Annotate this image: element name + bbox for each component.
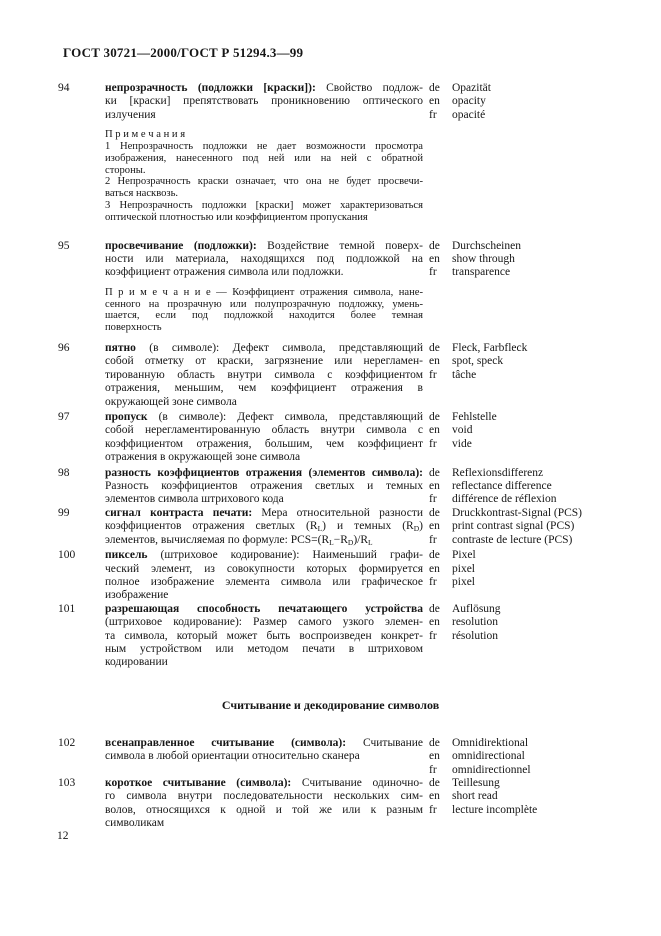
entry-definition	[105, 467, 423, 507]
translated-term: résolution	[452, 629, 498, 642]
translation-language-codes	[423, 549, 451, 603]
translation-terms	[451, 777, 603, 831]
translated-term: spot, speck	[452, 355, 504, 368]
terminology-entries	[58, 82, 603, 831]
text-line: 1 Непрозрачность подложки не дает возможности просмотра	[105, 141, 423, 153]
translated-term: vide	[452, 437, 472, 450]
translated-term: print contrast signal (PCS)	[452, 520, 575, 533]
language-code: fr	[429, 803, 437, 816]
translated-term: opacité	[452, 108, 486, 121]
text-line: ческий элемент, из совокупности которых формируется	[105, 562, 423, 575]
text-line: го символа внутри последовательности нескольких сим-	[105, 790, 423, 803]
text-line: тированную область внутри символа с коэффициентом	[105, 368, 423, 381]
text-line: символа в любой ориентации относительно сканера	[105, 750, 360, 763]
term-entry	[58, 82, 603, 224]
text-line: ваться насквозь.	[105, 188, 179, 200]
entry-definition	[105, 411, 423, 465]
language-code: en	[429, 562, 440, 575]
text-line: отражения в окружающей зоне символа	[105, 451, 301, 464]
translation-language-codes	[423, 507, 451, 547]
translated-term: resolution	[452, 616, 498, 629]
text-line: сенного на прозрачную или полупрозрачную подложку, умень-	[105, 298, 423, 310]
text-line: шается, если под подложкой находится более темная	[105, 310, 423, 322]
entry-definition	[105, 82, 423, 224]
page-number: 12	[57, 830, 69, 842]
language-code: de	[429, 736, 440, 749]
translation-terms	[451, 603, 603, 670]
language-code: de	[429, 776, 440, 789]
term-entry	[58, 777, 603, 831]
entry-number: 103	[58, 776, 76, 789]
entry-number: 99	[58, 506, 70, 519]
text-line: изображения, нанесенного под ней или на ней с обратной	[105, 152, 423, 164]
translation-terms	[451, 411, 603, 465]
text-line: ным устройством или методом печати в штриховом	[105, 642, 423, 655]
text-line: собой отметку от краски, загрязнение или нерегламен-	[105, 355, 423, 368]
language-code: en	[429, 424, 440, 437]
translation-language-codes	[423, 737, 451, 777]
text-line: Разность коэффициентов отражения светлых и темных	[105, 480, 423, 493]
text-line: символикам	[105, 817, 165, 830]
translated-term: Opazität	[452, 82, 491, 94]
translation-language-codes	[423, 777, 451, 831]
text-line: 3 Непрозрачность подложки [краски] может характеризоваться	[105, 200, 423, 211]
text-line: отражения, меньшим, чем коэффициент отражения в	[105, 382, 423, 395]
text-line: та символа, который может быть воспроизведен конкрет-	[105, 629, 423, 642]
language-code: de	[429, 602, 440, 615]
text-line: короткое считывание (символа): Считывание одиночно-	[105, 776, 423, 789]
text-line: коэффициентом отражения, большим, чем коэффициент	[105, 437, 423, 450]
text-line: окружающей зоне символа	[105, 395, 237, 408]
text-line: стороны.	[105, 164, 146, 176]
language-code: fr	[429, 266, 437, 279]
entry-definition	[105, 342, 423, 409]
text-line: 2 Непрозрачность краски означает, что она не будет просвечи-	[105, 176, 423, 188]
translated-term: différence de réflexion	[452, 493, 557, 506]
translated-term: transparence	[452, 266, 511, 279]
translated-term: Omnidirektional	[452, 736, 529, 749]
translation-language-codes	[423, 240, 451, 334]
translated-term: Druckkontrast-Signal (PCS)	[452, 506, 583, 519]
language-code: fr	[429, 493, 437, 506]
entry-number: 98	[58, 466, 70, 479]
term-entry	[58, 603, 603, 670]
language-code: de	[429, 466, 440, 479]
entry-number: 100	[58, 549, 76, 562]
translated-term: opacity	[452, 95, 486, 108]
language-code: fr	[429, 533, 437, 546]
translated-term: Reflexionsdifferenz	[452, 466, 544, 479]
translated-term: void	[452, 424, 473, 437]
term-entry	[58, 240, 603, 334]
translated-term: short read	[452, 790, 498, 803]
translated-term: Teillesung	[452, 776, 500, 789]
text-line: оптической плотностью или коэффициентом пропускания	[105, 211, 368, 223]
text-line: сигнал контраста печати: Мера относительной разности	[105, 506, 423, 519]
language-code: en	[429, 520, 440, 533]
translation-terms	[451, 507, 603, 547]
text-line: поверхность	[105, 322, 162, 334]
language-code: de	[429, 506, 440, 519]
entry-number: 101	[58, 602, 76, 615]
translated-term: omnidirectional	[452, 750, 525, 763]
translated-term: contraste de lecture (PCS)	[452, 533, 573, 546]
text-line: кодировании	[105, 656, 168, 669]
language-code: fr	[429, 108, 437, 121]
text-line: коэффициент отражения символа или подложки.	[105, 266, 344, 279]
translated-term: Auflösung	[452, 602, 501, 615]
language-code: fr	[429, 575, 437, 588]
language-code: de	[429, 411, 440, 424]
running-title: ГОСТ 30721—2000/ГОСТ Р 51294.3—99	[63, 45, 304, 60]
translation-terms	[451, 82, 603, 224]
text-line: разность коэффициентов отражения (элементов символа):	[105, 466, 423, 479]
translated-term: pixel	[452, 562, 475, 575]
entry-notes	[105, 287, 423, 334]
language-code: en	[429, 95, 440, 108]
translation-language-codes	[423, 603, 451, 670]
text-line: излучения	[105, 108, 156, 121]
entry-definition	[105, 549, 423, 603]
language-code: en	[429, 355, 440, 368]
language-code: fr	[429, 368, 437, 381]
entry-number: 97	[58, 411, 70, 424]
language-code: en	[429, 750, 440, 763]
text-line: коэффициентов отражения светлых $(R_L)$ и темных $(R_D)$	[105, 520, 423, 534]
translation-terms	[451, 342, 603, 409]
text-line: ки [краски] препятствовать проникновению оптического	[105, 95, 423, 108]
text-line: пропуск (в символе): Дефект символа, представляющий	[105, 411, 423, 424]
text-line: собой нерегламентированную область внутри символа с	[105, 424, 423, 437]
translated-term: reflectance difference	[452, 480, 552, 493]
translation-terms	[451, 737, 603, 777]
term-entry	[58, 507, 603, 547]
entry-number: 96	[58, 342, 70, 354]
text-line: П р и м е ч а н и е — Коэффициент отражения символа, нане-	[105, 286, 423, 298]
entry-definition	[105, 507, 423, 547]
term-entry	[58, 467, 603, 507]
text-line: изображение	[105, 589, 169, 602]
language-code: en	[429, 616, 440, 629]
translated-term: tâche	[452, 368, 477, 381]
text-line: пятно (в символе): Дефект символа, представляющий	[105, 342, 423, 354]
translation-terms	[451, 549, 603, 603]
term-entry	[58, 411, 603, 465]
text-line: полное изображение элемента символа или графическое	[105, 575, 423, 588]
translated-term: omnidirectionnel	[452, 763, 531, 776]
translated-term: pixel	[452, 575, 475, 588]
translated-term: Pixel	[452, 549, 476, 562]
translation-language-codes	[423, 467, 451, 507]
translated-term: show through	[452, 253, 515, 265]
text-line: разрешающая способность печатающего устройства	[105, 602, 423, 615]
language-code: de	[429, 549, 440, 562]
text-line: элементов, вычисляемая по формуле: $PCS=(R_L-R_D)/R_L$	[105, 533, 373, 547]
translation-terms	[451, 240, 603, 334]
language-code: de	[429, 239, 440, 252]
term-entry	[58, 549, 603, 603]
entry-number: 95	[58, 239, 70, 252]
text-line: просвечивание (подложки): Воздействие темной поверх-	[105, 239, 423, 252]
translated-term: Fleck, Farbfleck	[452, 342, 528, 354]
language-code: fr	[429, 763, 437, 776]
term-entry	[58, 342, 603, 409]
text-line: пиксель (штриховое кодирование): Наименьший графи-	[105, 549, 423, 562]
language-code: en	[429, 253, 440, 265]
section-heading: Считывание и декодирование символов	[221, 697, 440, 712]
translation-language-codes	[423, 342, 451, 409]
term-entry	[58, 737, 603, 777]
translation-language-codes	[423, 411, 451, 465]
entry-definition	[105, 737, 423, 777]
text-line: ности или материала, находящихся под подложкой на	[105, 253, 423, 265]
translation-language-codes	[423, 82, 451, 224]
entry-number: 102	[58, 736, 76, 749]
entry-definition	[105, 603, 423, 670]
language-code: en	[429, 480, 440, 493]
entry-notes	[105, 129, 423, 223]
translated-term: Fehlstelle	[452, 411, 497, 424]
notes-heading: П р и м е ч а н и я	[105, 129, 186, 141]
language-code: fr	[429, 437, 437, 450]
translated-term: lecture incomplète	[452, 803, 538, 816]
text-line: всенаправленное считывание (символа): Считывание	[105, 736, 423, 749]
text-line: волов, относящихся к одной и той же или к разным	[105, 803, 423, 816]
entry-definition	[105, 240, 423, 334]
entry-definition	[105, 777, 423, 831]
text-line: непрозрачность (подложки [краски]): Свойство подлож-	[105, 82, 423, 94]
text-line: (штриховое кодирование): Размер самого узкого элемен-	[105, 616, 423, 629]
translation-terms	[451, 467, 603, 507]
translated-term: Durchscheinen	[452, 239, 521, 252]
language-code: en	[429, 790, 440, 803]
text-line: элементов символа штрихового кода	[105, 493, 284, 506]
language-code: fr	[429, 629, 437, 642]
language-code: de	[429, 342, 440, 354]
language-code: de	[429, 82, 440, 94]
entry-number: 94	[58, 82, 70, 94]
